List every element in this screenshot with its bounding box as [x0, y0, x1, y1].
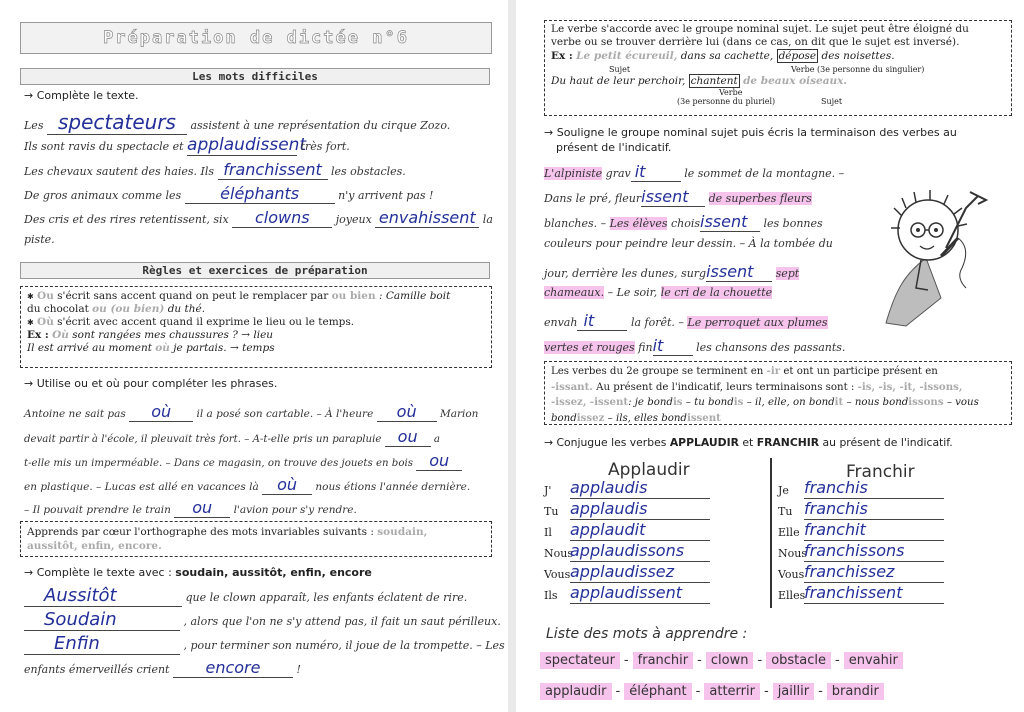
- example-1-labels: Sujet Verbe (3e personne du singulier): [609, 65, 925, 74]
- text-line-5: Des cris et des rires retentissent, six clowns joyeux envahissent la: [24, 208, 493, 227]
- text-line-1: Les spectateurs assistent à une représentation du cirque Zozo.: [24, 110, 451, 134]
- franchir-title: Franchir: [846, 462, 915, 482]
- franchir-pronoun-0: Je: [778, 484, 789, 497]
- second-group-line-1: Les verbes du 2e groupe se terminent en -ir et ont un participe présent en: [551, 365, 938, 377]
- ending-6[interactable]: it: [653, 336, 693, 356]
- page-gutter: [508, 0, 516, 712]
- verb-line-7: envah it la forêt. – Le perroquet aux plumes: [544, 311, 828, 330]
- applaudir-form-5[interactable]: applaudissent: [570, 583, 710, 604]
- agreement-rule-line-2: verbe ou se trouver derrière lui (dans ce cas, on dit que le sujet est inversé).: [551, 36, 960, 48]
- underline-instruction: → Souligne le groupe nominal sujet puis écris la terminaison des verbes au présent de l'indicatif.: [544, 126, 957, 154]
- rule-line-3: ✱ Où s'écrit avec accent quand il exprime le lieu ou le temps.: [27, 316, 355, 328]
- example-2-labels: Verbe (3e personne du pluriel) Sujet: [677, 88, 843, 106]
- applaudir-form-4[interactable]: applaudissez: [570, 562, 710, 583]
- example-1: Ex : Le petit écureuil, dans sa cachette, dépose des noisettes.: [551, 50, 895, 62]
- franchir-form-3[interactable]: franchissons: [804, 541, 944, 562]
- ou-line-4: en plastique. – Lucas est allé en vacances là où nous étions l'année dernière.: [24, 475, 471, 494]
- inv-line-4: enfants émerveillés crient encore !: [24, 658, 301, 677]
- agreement-rule-line-1: Le verbe s'accorde avec le groupe nominal sujet. Le sujet peut être éloigné du: [551, 23, 969, 35]
- rule-box-ou: [20, 286, 492, 368]
- word-separator: -: [615, 683, 621, 699]
- franchir-pronoun-2: Elle: [778, 526, 800, 539]
- second-group-line-3: -issez, -issent: je bondis – tu bondis – il, elle, on bondit – nous bondissons – vous: [551, 396, 979, 408]
- left-page: [0, 0, 508, 712]
- verb-line-5: jour, derrière les dunes, surgissent sept: [544, 262, 800, 281]
- franchir-form-4[interactable]: franchissez: [804, 562, 944, 583]
- word-list-item: jaillir: [773, 683, 814, 700]
- franchir-form-5[interactable]: franchissent: [804, 583, 944, 604]
- rule-box-agreement: [544, 20, 1012, 116]
- dictation-title: Préparation de dictée n°6: [20, 22, 492, 54]
- rule-line-2: du chocolat ou (ou bien) du thé.: [27, 303, 206, 315]
- verb-line-1: L'alpiniste grav it le sommet de la montagne. –: [544, 162, 845, 181]
- applaudir-pronoun-0: J': [544, 484, 552, 497]
- inv-line-2: Soudain , alors que l'on ne s'y attend pas, il fait un saut périlleux.: [24, 609, 501, 631]
- text-line-2: Ils sont ravis du spectacle et applaudissent très fort.: [24, 135, 350, 155]
- answer-clowns[interactable]: clowns: [232, 208, 332, 228]
- answer-ou-1[interactable]: où: [129, 402, 193, 422]
- word-list-item: spectateur: [540, 652, 620, 669]
- answer-aussitot[interactable]: Aussitôt: [24, 585, 182, 607]
- ou-line-5: – Il pouvait prendre le train ou l'avion pour s'y rendre.: [24, 498, 357, 517]
- word-separator: -: [835, 652, 840, 668]
- verb-line-8: vertes et rouges finit les chansons des passants.: [544, 336, 846, 355]
- answer-ou-4[interactable]: ou: [416, 451, 462, 471]
- answer-franchissent[interactable]: franchissent: [218, 160, 328, 180]
- rule-box-second-group: [544, 361, 1012, 425]
- applaudir-form-0[interactable]: applaudis: [570, 478, 710, 499]
- franchir-pronoun-3: Nous: [778, 547, 807, 560]
- word-list-item: franchir: [633, 652, 693, 669]
- ending-3[interactable]: issent: [700, 212, 760, 232]
- section-difficult-words-heading: Les mots difficiles: [20, 68, 490, 85]
- ou-line-1: Antoine ne sait pas où il a posé son cartable. – À l'heure où Marion: [24, 402, 479, 421]
- word-list-item: envahir: [844, 652, 903, 669]
- applaudir-pronoun-5: Ils: [544, 589, 558, 602]
- answer-enfin[interactable]: Enfin: [24, 633, 180, 655]
- word-list-item: brandir: [827, 683, 884, 700]
- inv-line-1: Aussitôt que le clown apparaît, les enfants éclatent de rire.: [24, 585, 467, 607]
- word-separator: -: [697, 652, 702, 668]
- section-rules-heading: Règles et exercices de préparation: [20, 262, 490, 279]
- ou-line-3: t-elle mis un imperméable. – Dans ce magasin, on trouve des jouets en bois ou: [24, 451, 462, 471]
- conjugate-instruction: → Conjugue les verbes APPLAUDIR et FRANCHIR au présent de l'indicatif.: [544, 436, 953, 449]
- right-page: [516, 0, 1024, 712]
- applaudir-pronoun-3: Nous: [544, 547, 573, 560]
- second-group-line-4: bondissez – ils, elles bondissent: [551, 411, 721, 424]
- word-separator: -: [818, 683, 823, 699]
- answer-envahissent[interactable]: envahissent: [375, 208, 479, 228]
- ending-5[interactable]: it: [577, 311, 627, 331]
- verb-line-6: chameaux. – Le soir, le cri de la chouette: [544, 286, 773, 299]
- verb-line-4: couleurs pour peindre leur dessin. – À la tombée du: [544, 237, 833, 250]
- rule-line-4: Ex : Où sont rangées mes chaussures ? → lieu: [27, 329, 274, 341]
- word-separator: -: [757, 652, 763, 668]
- verb-line-3: blanches. – Les élèves choisissent les bonnes: [544, 212, 823, 231]
- invariable-instruction: → Complète le texte avec : soudain, aussitôt, enfin, encore: [24, 566, 372, 579]
- text-line-3: Les chevaux sautent des haies. Ils franchissent les obstacles.: [24, 160, 406, 179]
- word-separator: -: [695, 683, 701, 699]
- answer-encore[interactable]: encore: [173, 658, 293, 678]
- ou-line-2: devait partir à l'école, il pleuvait très fort. – A-t-elle pris un parapluie ou a: [24, 427, 440, 446]
- learn-box: Apprends par cœur l'orthographe des mots invariables suivants : soudain, aussitôt, enfin, encore.: [20, 521, 492, 557]
- answer-ou-2[interactable]: où: [377, 402, 437, 422]
- answer-spectateurs[interactable]: spectateurs: [47, 110, 187, 135]
- franchir-form-2[interactable]: franchit: [804, 520, 944, 541]
- example-2: Du haut de leur perchoir, chantent de beaux oiseaux.: [551, 75, 848, 87]
- applaudir-pronoun-4: Vous: [544, 568, 571, 581]
- rule-line-5: Il est arrivé au moment où je partais. → temps: [27, 342, 275, 354]
- word-list-item: éléphant: [624, 683, 691, 700]
- answer-ou-3[interactable]: ou: [385, 427, 431, 447]
- answer-applaudissent[interactable]: applaudissent: [187, 135, 307, 155]
- answer-elephants[interactable]: éléphants: [185, 184, 335, 204]
- word-separator: -: [623, 652, 629, 668]
- text-line-6: piste.: [24, 233, 55, 246]
- word-list-item: obstacle: [766, 652, 831, 669]
- answer-soudain[interactable]: Soudain: [24, 609, 180, 631]
- complete-text-instruction: → Complète le texte.: [24, 89, 139, 102]
- franchir-form-0[interactable]: franchis: [804, 478, 944, 499]
- second-group-line-2: -issant. Au présent de l'indicatif, leurs terminaisons sont : -is, -is, -it, -issons,: [551, 380, 963, 393]
- verb-line-2: Dans le pré, fleurissent de superbes fleurs: [544, 187, 812, 206]
- word-list-item: atterrir: [704, 683, 760, 700]
- ending-1[interactable]: it: [631, 162, 681, 182]
- applaudir-pronoun-1: Tu: [544, 505, 559, 518]
- applaudir-pronoun-2: Il: [544, 526, 552, 539]
- franchir-form-1[interactable]: franchis: [804, 499, 944, 520]
- word-list-item: applaudir: [540, 683, 612, 700]
- conjugation-divider: [770, 458, 772, 608]
- ending-4[interactable]: issent: [706, 262, 772, 282]
- ou-instruction: → Utilise ou et où pour compléter les phrases.: [24, 377, 278, 390]
- franchir-pronoun-5: Elles: [778, 589, 806, 602]
- applaudir-form-3[interactable]: applaudissons: [570, 541, 710, 562]
- inv-line-3: Enfin , pour terminer son numéro, il joue de la trompette. – Les: [24, 633, 505, 655]
- ending-2[interactable]: issent: [641, 187, 705, 207]
- applaudir-title: Applaudir: [608, 460, 690, 480]
- rule-line-1: ✱ Ou s'écrit sans accent quand on peut le remplacer par ou bien : Camille boit: [27, 290, 451, 302]
- climber-illustration: [866, 178, 996, 328]
- franchir-pronoun-4: Vous: [778, 568, 805, 581]
- word-separator: -: [763, 683, 769, 699]
- franchir-pronoun-1: Tu: [778, 505, 793, 518]
- applaudir-form-1[interactable]: applaudis: [570, 499, 710, 520]
- word-list-title: Liste des mots à apprendre :: [546, 626, 748, 642]
- answer-ou-6[interactable]: ou: [174, 498, 230, 518]
- word-list-item: clown: [706, 652, 754, 669]
- applaudir-form-2[interactable]: applaudit: [570, 520, 710, 541]
- answer-ou-5[interactable]: où: [262, 475, 312, 495]
- text-line-4: De gros animaux comme les éléphants n'y arrivent pas !: [24, 184, 434, 203]
